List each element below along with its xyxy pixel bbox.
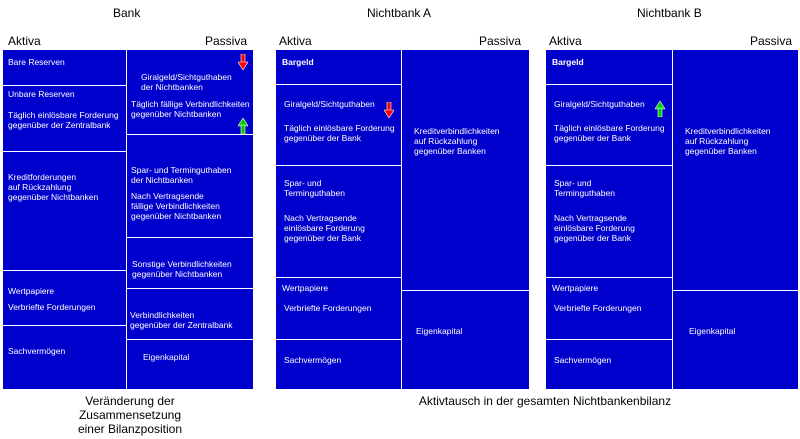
bank-wertpapiere-box [2, 270, 127, 326]
red-down-arrow-icon [238, 54, 248, 70]
nichtbank-a-spar: Spar- und Terminguthaben [284, 178, 345, 198]
nichtbank-a-title: Nichtbank A [367, 6, 432, 20]
bank-sachvermoegen-box [2, 325, 127, 390]
bank-zentralbank: Verbindlichkeiten gegenüber der Zentralbank [130, 310, 233, 330]
nichtbank-b-spar: Spar- und Terminguthaben [554, 178, 615, 198]
bank-aktiva-label: Aktiva [8, 34, 41, 48]
nichtbank-a-spar-box [275, 165, 402, 278]
nichtbank-a-sachvermoegen-box [275, 339, 402, 390]
nichtbank-b-vertragsende: Nach Vertragsende einlösbare Forderung gegenüber der Bank [554, 213, 635, 243]
nichtbank-b-aktiva-label: Aktiva [549, 34, 582, 48]
nichtbank-a-giralgeld: Giralgeld/Sichtguthaben [284, 99, 375, 109]
nichtbank-b-kredit-box [672, 49, 799, 291]
nichtbank-b-bargeld: Bargeld [552, 57, 584, 67]
nichtbank-b-sachvermoegen: Sachvermögen [554, 355, 612, 365]
nichtbank-a-vertragsende: Nach Vertragsende einlösbare Forderung gegenüber der Bank [284, 213, 365, 243]
bank-wertpapiere: Wertpapiere [8, 286, 55, 296]
bank-bare-reserven: Bare Reserven [8, 57, 65, 67]
nichtbank-a-kredit: Kreditverbindlichkeiten auf Rückzahlung gegenüber Banken [414, 126, 500, 156]
nichtbank-b-title: Nichtbank B [637, 6, 702, 20]
nichtbank-a-wertpapiere-box [275, 277, 402, 340]
bank-sonstige-box [126, 237, 254, 289]
nichtbanken-caption: Aktivtausch in der gesamten Nichtbankenbilanz [418, 394, 672, 408]
green-up-arrow-icon [238, 118, 248, 134]
nichtbank-a-giralgeld-box [275, 84, 402, 166]
bank-title: Bank [113, 6, 141, 20]
bank-kreditforderungen: Kreditforderungen auf Rückzahlung gegenüber Nichtbanken [8, 172, 99, 202]
nichtbank-a-kredit-box [401, 49, 530, 291]
nichtbank-b-giralgeld: Giralgeld/Sichtguthaben [554, 99, 645, 109]
nichtbank-b-forderung-bank: Täglich einlösbare Forderung gegenüber der Bank [554, 123, 665, 143]
nichtbank-b-kredit: Kreditverbindlichkeiten auf Rückzahlung gegenüber Banken [685, 126, 771, 156]
bank-bare-reserven-box [2, 49, 127, 86]
nichtbank-a-bargeld-box [275, 49, 402, 85]
bank-unbare-reserven: Unbare Reserven [8, 89, 75, 99]
nichtbank-b-eigenkapital-box [672, 290, 799, 390]
nichtbank-b-spar-box [545, 165, 673, 278]
nichtbank-b-sachvermoegen-box [545, 339, 673, 390]
nichtbank-b-giralgeld-box [545, 84, 673, 166]
bank-verbindlichkeiten-taeglich: Täglich fällige Verbindlichkeiten gegenüber Nichtbanken [131, 99, 250, 119]
bank-eigenkapital-box [126, 339, 254, 390]
nichtbank-a-eigenkapital: Eigenkapital [416, 326, 463, 336]
bank-giralgeld: Giralgeld/Sichtguthaben der Nichtbanken [141, 72, 232, 92]
bank-verbriefte: Verbriefte Forderungen [8, 302, 96, 312]
nichtbank-a-bargeld: Bargeld [282, 57, 314, 67]
green-up-arrow-icon [655, 101, 665, 117]
nichtbank-a-passiva-label: Passiva [479, 34, 522, 48]
bank-spar-box [126, 134, 254, 238]
nichtbank-b-bargeld-box [545, 49, 673, 85]
nichtbank-b-wertpapiere-box [545, 277, 673, 340]
bank-passiva-label: Passiva [205, 34, 248, 48]
nichtbank-b-eigenkapital: Eigenkapital [689, 326, 736, 336]
nichtbank-a-sachvermoegen: Sachvermögen [284, 355, 342, 365]
bank-unbare-reserven-box [2, 85, 127, 152]
bank-caption: Veränderung der Zusammensetzung einer Bilanzposition [77, 394, 183, 436]
bank-zentralbank-box [126, 288, 254, 340]
bank-spar: Spar- und Terminguthaben der Nichtbanken [131, 165, 232, 185]
bank-giralgeld-box [126, 49, 254, 135]
bank-vertragsende: Nach Vertragsende fällige Verbindlichkeiten gegenüber Nichtbanken [131, 191, 222, 221]
nichtbank-b-verbriefte: Verbriefte Forderungen [554, 303, 642, 313]
red-down-arrow-icon [384, 102, 394, 118]
bank-sachvermoegen: Sachvermögen [8, 346, 66, 356]
nichtbank-a-eigenkapital-box [401, 290, 530, 390]
bank-sonstige: Sonstige Verbindlichkeiten gegenüber Nichtbanken [132, 259, 232, 279]
nichtbank-a-aktiva-label: Aktiva [279, 34, 312, 48]
bank-forderung-zentralbank: Täglich einlösbare Forderung gegenüber der Zentralbank [8, 110, 119, 130]
bank-kreditforderungen-box [2, 151, 127, 271]
nichtbank-a-wertpapiere: Wertpapiere [282, 283, 329, 293]
nichtbank-a-forderung-bank: Täglich einlösbare Forderung gegenüber der Bank [284, 123, 395, 143]
nichtbank-a-verbriefte: Verbriefte Forderungen [284, 303, 372, 313]
bank-eigenkapital: Eigenkapital [143, 352, 190, 362]
nichtbank-b-wertpapiere: Wertpapiere [552, 283, 599, 293]
nichtbank-b-passiva-label: Passiva [750, 34, 793, 48]
